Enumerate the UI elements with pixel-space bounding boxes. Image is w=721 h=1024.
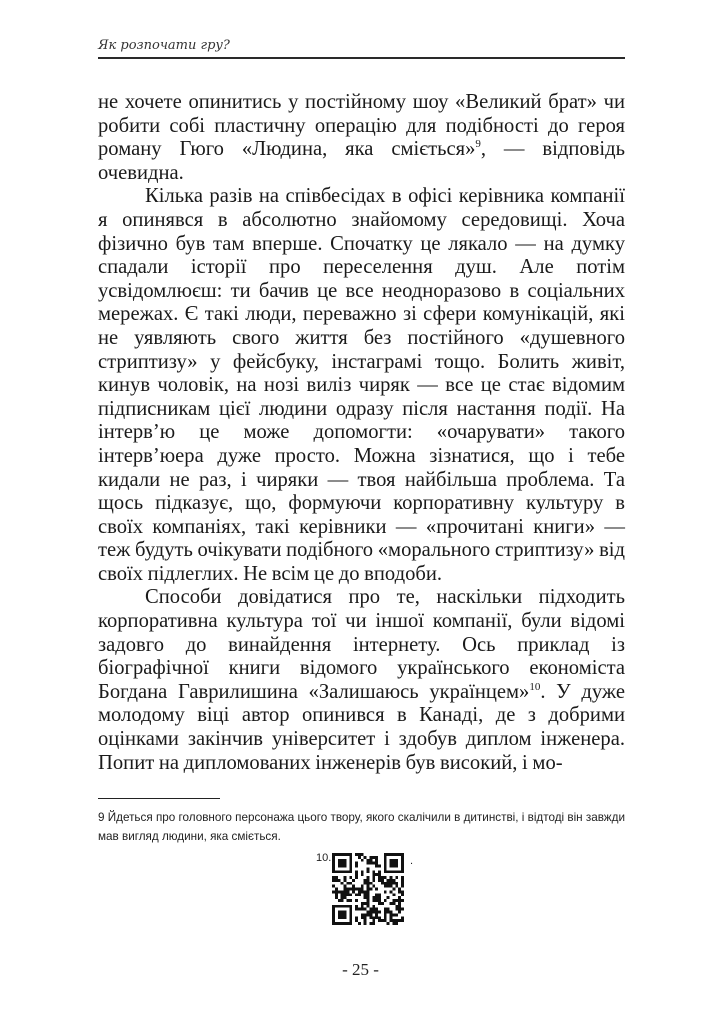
paragraph-1-tail: , — відповідь очевидна. bbox=[98, 138, 625, 184]
header-rule bbox=[98, 57, 625, 59]
qr-code-icon[interactable] bbox=[332, 853, 404, 925]
footnote-9: 9 Йдеться про головного персонажа цього твору, якого скалічили в дитинстві, і відтоді він завжди мав вигляд людини, яка сміється. bbox=[98, 811, 625, 843]
paragraph-3-tail: . У дуже молодому віці автор опинився в Канаді, де з добрими оцінками закінчив університет і здобув диплом інженера. Попит на дипломованих інженерів був високий, і мо- bbox=[98, 680, 625, 774]
paragraph-3-text: Способи довідатися про те, наскільки підходить корпоративна культура тої чи іншої компанії, були відомі задовго до винайдення інтернету. Ось приклад із біографічної книги відомого українського економіста Богдана Гаврилишина «Залишаюсь українцем» bbox=[98, 586, 625, 703]
footnote-10-trailing: . bbox=[410, 855, 414, 867]
paragraph-3 bbox=[98, 586, 625, 775]
footnote-ref-10[interactable]: 10 bbox=[529, 680, 541, 693]
paragraph-1-text: не хочете опинитись у постійному шоу «Великий брат» чи робити собі пластичну операцію для подібності до героя роману Гюго «Людина, яка сміється» bbox=[98, 91, 625, 161]
footnote-10-marker: 10. bbox=[316, 852, 332, 864]
paragraph-2: Кілька разів на співбесідах в офісі керівника компанії я опинявся в абсолютно знайомому середовищі. Хоча фізично був там вперше. Спочатку це лякало — на думку спадали історії про переселення душ. Але потім усвідомлюєш: ти бачив це все неодноразово в соціальних мережах. Є такі люди, переважно зі сфери комунікацій, які не уявляють свого життя без постійного «душевного стриптизу» у фейсбуку, інстаграмі тощо. Болить живіт, кинув чоловік, на нозі вилiз чиряк — все це стає відомим підписникам цієї людини одразу після настання події. На інтерв’ю це може допомогти: «очарувати» такого інтерв’юера дуже просто. Можна зізнатися, що і тебе кидали не раз, і чиряки — твоя найбільша проблема. Та щось підказує, що, формуючи корпоративну культуру в своїх компаніях, такі керівники — «прочитані книги» — теж будуть очікувати подібного «морального стриптизу» від своїх підлеглих. Не всім це до вподоби. bbox=[98, 185, 625, 585]
page-number: - 25 - bbox=[342, 960, 379, 979]
running-head-title: Як розпочати гру? bbox=[98, 38, 230, 53]
footnote-rule bbox=[98, 798, 220, 799]
main-text bbox=[98, 91, 625, 775]
footnote-ref-9[interactable]: 9 bbox=[475, 138, 481, 151]
paragraph-1 bbox=[98, 91, 625, 185]
